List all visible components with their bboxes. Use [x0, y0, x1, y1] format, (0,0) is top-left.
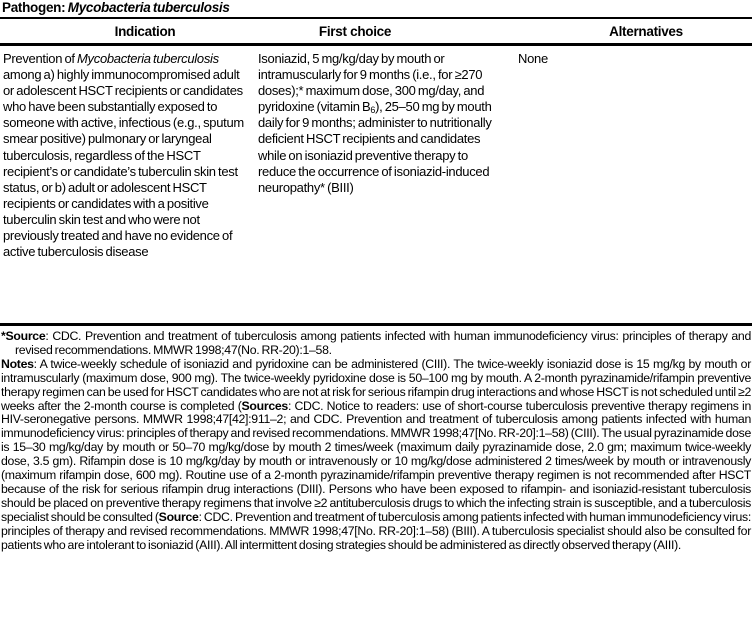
table-row	[0, 46, 752, 323]
notes-footnote-label: Notes	[1, 356, 34, 371]
notes-source-label: Source	[158, 509, 199, 524]
indication-text-prefix: Prevention of	[3, 51, 78, 66]
first-choice-text-part2: ), 25–50 mg by mouth daily for 9 months; administer to nutritionally deficient HSCT recipients and candidates while on isoniazid preventive therapy to reduce the occurrence of isoniazid-induced neuropathy* (BIII)	[258, 99, 492, 195]
column-header-indication: Indication	[114, 24, 176, 39]
cell-first-choice	[255, 46, 513, 323]
table-header-row	[0, 19, 752, 43]
column-header-first-choice: First choice	[318, 24, 392, 39]
pathogen-heading	[0, 1, 752, 14]
indication-pathogen-italic: Mycobacteria tuberculosis	[77, 51, 219, 66]
notes-footnote-seg1: : A twice-weekly schedule of isoniazid and pyridoxine can be administered (CIII). The twice-weekly isoniazid dose is 15 mg/kg by mouth or intramuscularly (maximum dose, 900 mg). The twice-weekly pyridoxine dose is 50–100 mg by mouth. A 2-month pyrazinamide/rifampin preventive therapy regimen can be used for HSCT candidates who are not at risk for serious rifampin drug interactions and whose HSCT is not scheduled until ≥2 weeks after the 2-month course is completed (	[1, 356, 751, 413]
notes-footnote-seg2: : CDC. Notice to readers: use of short-course tuberculosis preventive therapy regimens in HIV-seronegative persons. MMWR 1998;47[42]:911–2; and CDC. Prevention and treatment of tuberculosis among patients infected with human immunodeficiency virus: principles of therapy and revised recommendations. MMWR 1998;47[No. RR-20]:1–58) (CIII). The usual pyrazinamide dose is 15–30 mg/kg/day by mouth or 50–70 mg/kg/dose by mouth 2 times/week (maximum daily pyrazinamide dose, 2.0 gm; maximum twice-weekly dose, 3.5 gm). Rifampin dose is 10 mg/kg/day by mouth or intravenously or 10 mg/kg/dose administered 2 times/week by mouth or intravenously (maximum rifampin dose, 600 mg). Routine use of a 2-month pyrazinamide/rifampin preventive therapy regimen is not recommended after HSCT because of the risk for serious rifampin drug interactions (DIII). Persons who have been exposed to rifampin- and isoniazid-resistant tuberculosis should be placed on preventive therapy regimens that involve ≥2 antituberculosis drugs to which the infecting strain is susceptible, and a tuberculosis specialist should be consulted (	[1, 398, 751, 524]
vitamin-b6-subscript: 6	[370, 105, 376, 116]
footnotes-section	[0, 326, 752, 553]
indication-text-rest: among a) highly immunocompromised adult or adolescent HSCT recipients or candidates who have been substantially exposed to someone with active, infectious (e.g., sputum smear positive) pulmonary or laryngeal tuberculosis, regardless of the HSCT recipient’s or candidate’s tuberculin skin test status, or b) adult or adolescent HSCT recipients or candidates with a positive tuberculin skin test and who were not previously treated and have no evidence of active tuberculosis disease	[3, 67, 244, 260]
source-footnote-star: *	[1, 329, 6, 343]
pathogen-name: Mycobacteria tuberculosis	[67, 0, 230, 15]
first-choice-text-part1: Isoniazid, 5 mg/kg/day by mouth or intramuscularly for 9 months (i.e., for ≥270 doses);* maximum dose, 300 mg/day, and pyridoxine (vitamin B	[258, 51, 485, 115]
source-footnote-text: : CDC. Prevention and treatment of tuberculosis among patients infected with human immunodeficiency virus: principles of therapy and revised recommendations. MMWR 1998;47(No. RR-20):1–58.	[15, 329, 751, 357]
notes-footnote	[1, 358, 751, 553]
cell-indication	[0, 46, 255, 323]
cell-alternatives: None	[518, 51, 548, 66]
source-footnote	[1, 330, 751, 358]
pathogen-label: Pathogen:	[2, 0, 68, 15]
column-header-alternatives: Alternatives	[609, 24, 683, 39]
notes-footnote-seg3: : CDC. Prevention and treatment of tuberculosis among patients infected with human immunodeficiency virus: principles of therapy and revised recommendations. MMWR 1998;47[No. RR-20]:1–58) (BIII). A tuberculosis specialist should also be consulted for patients who are intolerant to isoniazid (AIII). All intermittent dosing strategies should be administered as directly observed therapy (AIII).	[1, 509, 751, 552]
notes-sources-label: Sources	[241, 398, 288, 413]
source-footnote-label: Source	[5, 329, 46, 343]
